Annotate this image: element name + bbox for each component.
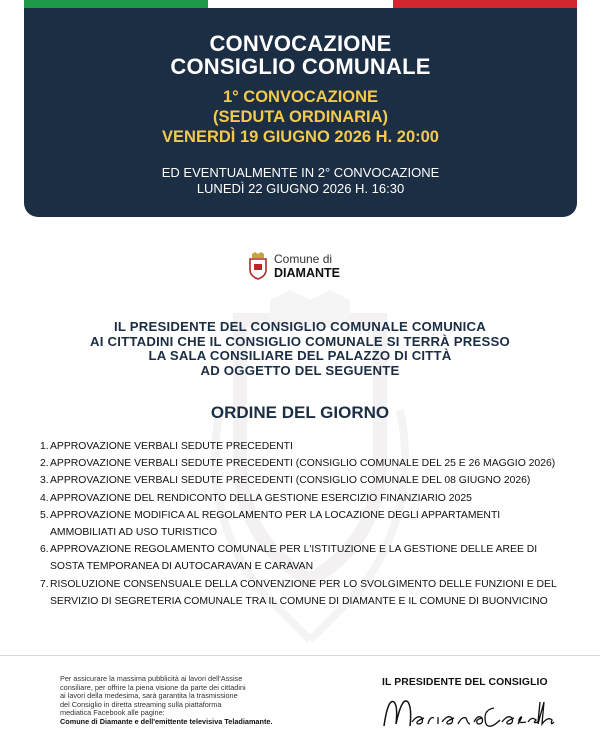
signature-title: IL PRESIDENTE DEL CONSIGLIO	[382, 677, 548, 688]
agenda-item-number: 2.	[40, 458, 49, 470]
handwritten-signature	[378, 688, 558, 738]
header-banner	[24, 8, 577, 217]
announcement-text	[0, 320, 600, 378]
municipal-crest-icon	[248, 252, 268, 280]
municipality-logo	[248, 252, 340, 280]
logo-line-2: DIAMANTE	[274, 266, 340, 280]
agenda-item-number: 3.	[40, 475, 49, 487]
first-call-line: 1° CONVOCAZIONE	[222, 88, 379, 106]
first-call-line: (SEDUTA ORDINARIA)	[212, 108, 389, 126]
agenda-item-text: APPROVAZIONE MODIFICA AL REGOLAMENTO PER LA LOCAZIONE DEGLI APPARTAMENTI	[50, 509, 501, 521]
flag-red	[393, 0, 577, 8]
second-call-date: LUNEDÌ 22 GIUGNO 2026 H. 16:30	[196, 181, 405, 196]
agenda-item	[40, 490, 580, 507]
agenda-item	[40, 438, 580, 455]
agenda-item	[40, 455, 580, 472]
agenda-item	[40, 541, 580, 575]
agenda-item-number: 4.	[40, 492, 49, 504]
footnote-emphasis: Comune di Diamante e dell'emittente televisiva Teladiamante.	[60, 716, 273, 726]
agenda-item-text: SOSTA TEMPORANEA DI AUTOCARAVAN E CARAVAN	[50, 561, 314, 573]
agenda-list	[40, 438, 580, 610]
second-call-line: ED EVENTUALMENTE IN 2° CONVOCAZIONE	[161, 165, 440, 180]
agenda-item-number: 1.	[40, 441, 49, 452]
footnote-line: mediatica Facebook alle pagine:	[60, 708, 165, 718]
agenda-item-text: APPROVAZIONE VERBALI SEDUTE PRECEDENTI (CONSIGLIO COMUNALE DEL 25 E 26 MAGGIO 2026)	[50, 458, 556, 470]
agenda-item-number: 6.	[40, 544, 49, 556]
agenda-item-number: 5.	[40, 509, 49, 521]
footnote-line: consiliare, per offrire la piena visione da parte dei cittadini	[60, 682, 246, 692]
announcement-line: AI CITTADINI CHE IL CONSIGLIO COMUNALE SI TERRÀ PRESSO	[90, 333, 510, 349]
second-convocation	[24, 165, 577, 197]
italian-flag-stripe	[24, 0, 577, 8]
agenda-item-text: AMMOBILIATI AD USO TURISTICO	[50, 527, 218, 539]
flag-white	[208, 0, 392, 8]
banner-title	[24, 32, 577, 78]
banner-title-line: CONSIGLIO COMUNALE	[170, 54, 431, 79]
first-call-date: VENERDÌ 19 GIUGNO 2026 H. 20:00	[162, 128, 439, 146]
agenda-item-text: SERVIZIO DI SEGRETERIA COMUNALE TRA IL COMUNE DI DIAMANTE E IL COMUNE DI BUONVICINO	[50, 595, 548, 607]
announcement-line: IL PRESIDENTE DEL CONSIGLIO COMUNALE COMUNICA	[114, 319, 486, 334]
agenda-item-text: RISOLUZIONE CONSENSUALE DELLA CONVENZIONE PER LO SVOLGIMENTO DELLE FUNZIONI E DEL	[50, 578, 557, 590]
agenda-item-text: APPROVAZIONE REGOLAMENTO COMUNALE PER L'ISTITUZIONE E LA GESTIONE DELLE AREE DI	[50, 544, 538, 556]
agenda-item-text: APPROVAZIONE DEL RENDICONTO DELLA GESTIONE ESERCIZIO FINANZIARIO 2025	[50, 492, 472, 504]
agenda-item	[40, 472, 580, 489]
first-convocation	[24, 87, 577, 147]
footer-divider	[0, 655, 600, 656]
banner-title-line: CONVOCAZIONE	[209, 31, 392, 56]
flag-green	[24, 0, 208, 8]
streaming-footnote	[60, 675, 320, 727]
agenda-item	[40, 507, 580, 541]
agenda-title: ORDINE DEL GIORNO	[210, 403, 390, 422]
footnote-line: Per assicurare la massima pubblicità ai lavori dell'Assise	[60, 674, 243, 683]
footnote-line: del Consiglio in diretta streaming sulla piattaforma	[60, 699, 222, 709]
logo-line-1: Comune di	[274, 252, 333, 266]
agenda-item-text: APPROVAZIONE VERBALI SEDUTE PRECEDENTI	[50, 441, 293, 452]
announcement-line: LA SALA CONSILIARE DEL PALAZZO DI CITTÀ	[148, 348, 452, 363]
announcement-line: AD OGGETTO DEL SEGUENTE	[200, 362, 400, 378]
agenda-item-text: APPROVAZIONE VERBALI SEDUTE PRECEDENTI (CONSIGLIO COMUNALE DEL 08 GIUGNO 2026)	[50, 475, 531, 487]
agenda-item-number: 7.	[40, 578, 49, 590]
agenda-item	[40, 576, 580, 610]
footnote-line: ai lavori della medesima, sarà garantita la trasmissione	[60, 691, 238, 701]
